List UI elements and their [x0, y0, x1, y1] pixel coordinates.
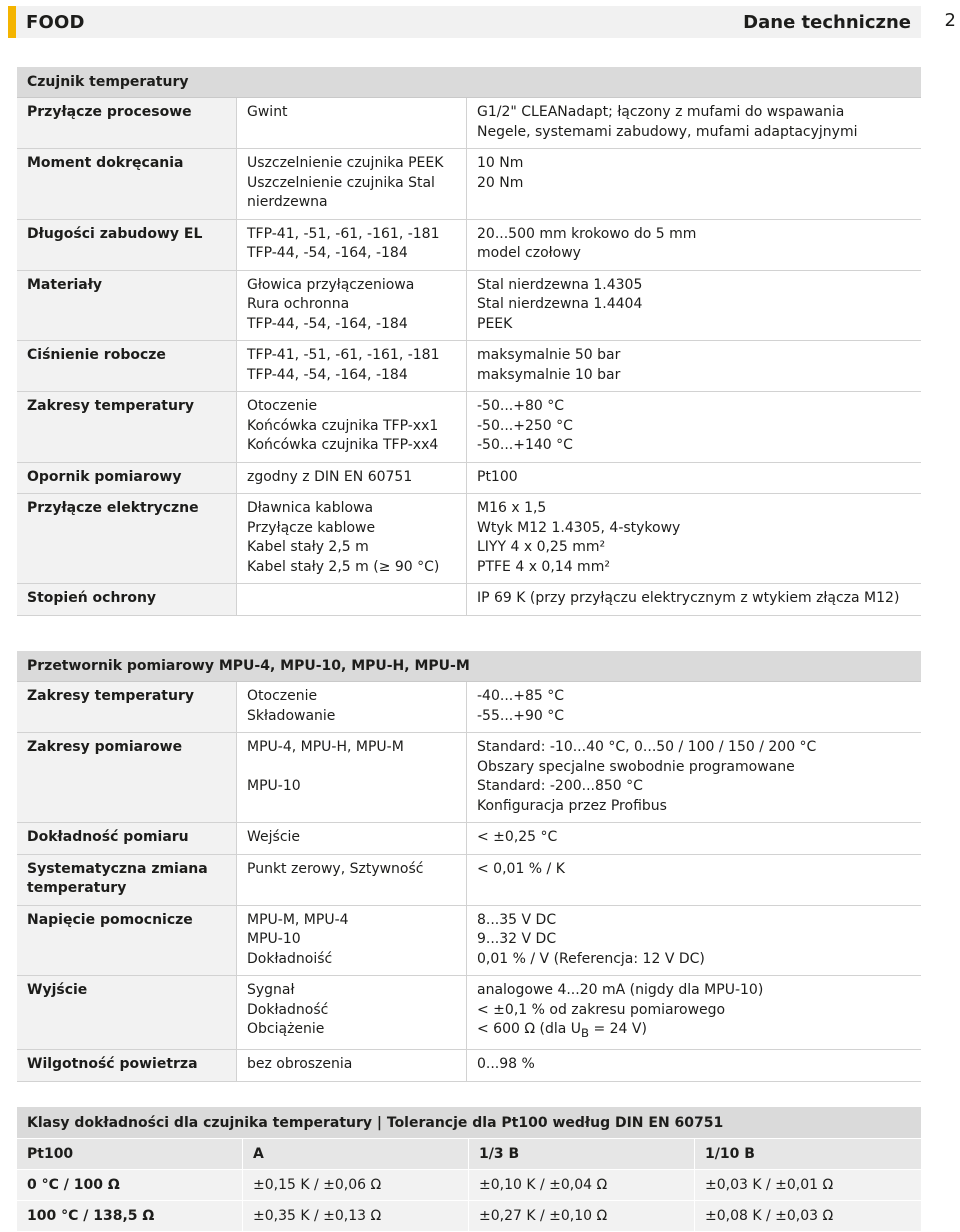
transmitter-spec-table: [17, 651, 921, 1082]
row-label: Przyłącze elektryczne: [17, 494, 237, 583]
table-cell: ±0,10 K / ±0,04 Ω: [469, 1170, 695, 1200]
row-value: G1/2" CLEANadapt; łączony z mufami do wspawania Negele, systemami zabudowy, mufami adaptacyjnymi: [477, 104, 858, 140]
table-row: [17, 584, 921, 616]
table-row: [17, 392, 921, 463]
row-value: Stal nierdzewna 1.4305 Stal nierdzewna 1.4404 PEEK: [477, 276, 643, 332]
table-row: [17, 149, 921, 220]
column-header: 1/3 B: [469, 1139, 695, 1169]
table-row: [17, 976, 921, 1050]
row-label: Napięcie pomocnicze: [17, 906, 237, 976]
table-row: [17, 1169, 921, 1200]
output-value-subscript: B: [581, 1025, 590, 1040]
row-value: [467, 976, 921, 1049]
output-value-tail: = 24 V): [589, 1021, 647, 1037]
header-subtitle: Dane techniczne: [743, 11, 911, 33]
row-value: -40...+85 °C -55...+90 °C: [477, 688, 564, 724]
row-condition: Wejście: [237, 823, 467, 854]
table-row: [17, 494, 921, 584]
row-condition: Otoczenie Składowanie: [237, 682, 467, 732]
row-condition: Uszczelnienie czujnika PEEK Uszczelnienie czujnika Stal nierdzewna: [237, 149, 467, 219]
row-value: 10 Nm 20 Nm: [477, 155, 524, 191]
table-header-row: [17, 1138, 921, 1169]
table-row: [17, 1200, 921, 1231]
table-cell: 100 °C / 138,5 Ω: [17, 1201, 243, 1231]
table-row: [17, 98, 921, 149]
table-row: [17, 823, 921, 855]
row-condition: Otoczenie Końcówka czujnika TFP-xx1 Końcówka czujnika TFP-xx4: [237, 392, 467, 462]
table-row: [17, 341, 921, 392]
row-value: -50...+80 °C -50...+250 °C -50...+140 °C: [477, 398, 573, 453]
row-value: < ±0,25 °C: [477, 829, 558, 845]
row-label: Zakresy pomiarowe: [17, 733, 237, 822]
row-condition: MPU-M, MPU-4 MPU-10 Dokładnoiść: [237, 906, 467, 976]
tolerance-table: [17, 1107, 921, 1231]
row-value: 20...500 mm krokowo do 5 mm model czołowy: [477, 225, 697, 261]
column-header: Pt100: [17, 1139, 243, 1169]
table-row: [17, 220, 921, 271]
table-cell: 0 °C / 100 Ω: [17, 1170, 243, 1200]
row-value: 8...35 V DC 9...32 V DC 0,01 % / V (Referencja: 12 V DC): [477, 911, 705, 967]
table-row: [17, 1050, 921, 1082]
table-row: [17, 463, 921, 495]
row-label: Ciśnienie robocze: [17, 341, 237, 391]
row-condition: [237, 584, 467, 615]
table-cell: ±0,03 K / ±0,01 Ω: [695, 1170, 921, 1200]
row-condition: TFP-41, -51, -61, -161, -181 TFP-44, -54, -164, -184: [237, 341, 467, 391]
row-value: < 0,01 % / K: [477, 860, 565, 877]
output-value-text: analogowe 4...20 mA (nigdy dla MPU-10) < ±0,1 % od zakresu pomiarowego < 600 Ω (dla U: [477, 982, 764, 1037]
row-condition: zgodny z DIN EN 60751: [237, 463, 467, 494]
row-condition: Dławnica kablowa Przyłącze kablowe Kabel stały 2,5 m Kabel stały 2,5 m (≥ 90 °C): [237, 494, 467, 583]
row-condition: Punkt zerowy, Sztywność: [237, 855, 467, 905]
row-label: Przyłącze procesowe: [17, 98, 237, 148]
row-label: Systematyczna zmiana temperatury: [17, 855, 237, 905]
row-label: Zakresy temperatury: [17, 392, 237, 462]
row-value: IP 69 K (przy przyłączu elektrycznym z wtykiem złącza M12): [477, 590, 900, 606]
row-condition: Gwint: [237, 98, 467, 148]
row-label: Wyjście: [17, 976, 237, 1049]
row-condition: MPU-4, MPU-H, MPU-M MPU-10: [237, 733, 467, 822]
row-value: Standard: -10...40 °C, 0...50 / 100 / 150 / 200 °C Obszary specjalne swobodnie programowane Standard: -200...850 °C Konfiguracja przez Profibus: [477, 739, 817, 814]
table-row: [17, 855, 921, 906]
column-header: 1/10 B: [695, 1139, 921, 1169]
row-condition: bez obroszenia: [237, 1050, 467, 1081]
row-condition: Głowica przyłączeniowa Rura ochronna TFP-44, -54, -164, -184: [237, 271, 467, 341]
row-condition: Sygnał Dokładność Obciążenie: [237, 976, 467, 1049]
row-value: Pt100: [477, 468, 518, 485]
row-label: Zakresy temperatury: [17, 682, 237, 732]
tolerance-table-title: Klasy dokładności dla czujnika temperatury | Tolerancje dla Pt100 według DIN EN 60751: [17, 1107, 921, 1138]
row-label: Dokładność pomiaru: [17, 823, 237, 854]
sensor-spec-table: [17, 67, 921, 616]
page-number: 2: [944, 10, 956, 31]
table-cell: ±0,27 K / ±0,10 Ω: [469, 1201, 695, 1231]
row-label: Wilgotność powietrza: [17, 1050, 237, 1081]
row-value: 0...98 %: [477, 1056, 535, 1073]
page-header: [8, 6, 921, 38]
table-row: [17, 906, 921, 977]
table-row: [17, 682, 921, 733]
table-cell: ±0,35 K / ±0,13 Ω: [243, 1201, 469, 1231]
row-value: maksymalnie 50 bar maksymalnie 10 bar: [477, 347, 621, 383]
table-row: [17, 271, 921, 342]
column-header: A: [243, 1139, 469, 1169]
table-cell: ±0,15 K / ±0,06 Ω: [243, 1170, 469, 1200]
transmitter-table-title: Przetwornik pomiarowy MPU-4, MPU-10, MPU-H, MPU-M: [17, 651, 921, 682]
row-label: Opornik pomiarowy: [17, 463, 237, 494]
row-label: Moment dokręcania: [17, 149, 237, 219]
section-title: FOOD: [26, 11, 85, 33]
row-condition: TFP-41, -51, -61, -161, -181 TFP-44, -54, -164, -184: [237, 220, 467, 270]
row-value: M16 x 1,5 Wtyk M12 1.4305, 4-stykowy LIYY 4 x 0,25 mm² PTFE 4 x 0,14 mm²: [477, 500, 681, 575]
row-label: Stopień ochrony: [17, 584, 237, 615]
table-row: [17, 733, 921, 823]
sensor-table-title: Czujnik temperatury: [17, 67, 921, 98]
row-label: Materiały: [17, 271, 237, 341]
row-label: Długości zabudowy EL: [17, 220, 237, 270]
table-cell: ±0,08 K / ±0,03 Ω: [695, 1201, 921, 1231]
